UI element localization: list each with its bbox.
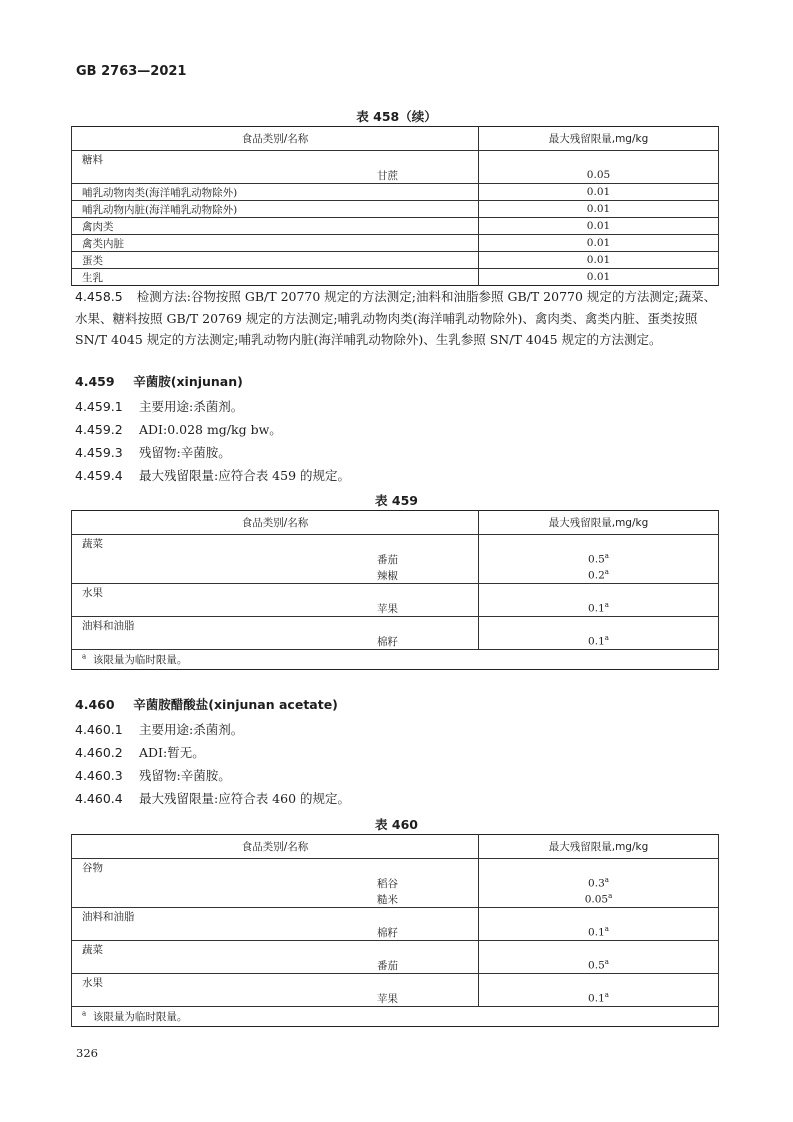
food-cell: 辣椒 (72, 567, 479, 584)
document-header: GB 2763—2021 (76, 64, 187, 79)
footnote-mark: a (604, 601, 609, 610)
value-cell: 0.1$^a$ (479, 990, 719, 1007)
category-cell: 禽肉类 (72, 218, 479, 235)
section-4459-heading: 4.459 辛菌胺(xinjunan) (75, 374, 243, 389)
food-cell: 苹果 (72, 600, 479, 617)
table-row (72, 924, 719, 941)
clause-4460-4: 4.460.4 最大残留限量:应符合表 460 的规定。 (75, 791, 351, 806)
clause-text: 检测方法:谷物按照 GB/T 20770 规定的方法测定;油料和油脂参照 GB/T 20770 规定的方法测定;蔬菜、水果、糖料按照 GB/T 20769 规定的方法测定;哺乳动物肉类(海洋哺乳动物除外)、禽肉类、禽类内脏、蛋类按照 SN/T 4045 规定的方法测定;哺乳动物内脏(海洋哺乳动物除外)、生乳参照 SN/T 4045 规定的方法测定。 (75, 289, 717, 347)
column-header-mrl: 最大残留限量,mg/kg (479, 511, 719, 535)
footnote-mark: a (608, 892, 613, 901)
clause-4459-4: 4.459.4 最大残留限量:应符合表 459 的规定。 (75, 468, 351, 483)
footnote-mark: a (604, 568, 609, 577)
food-cell: 番茄 (72, 957, 479, 974)
page-number: 326 (76, 1046, 98, 1060)
footnote-mark: a (604, 552, 609, 561)
food-cell: 稻谷 (72, 875, 479, 891)
category-cell: 禽类内脏 (72, 235, 479, 252)
footnote-mark: a (604, 991, 609, 1000)
table-row (72, 567, 719, 584)
category-cell: 生乳 (72, 269, 479, 286)
value-cell: 0.01 (479, 201, 719, 218)
table-row (72, 235, 719, 252)
column-header-mrl: 最大残留限量,mg/kg (479, 127, 719, 151)
table-458 (71, 126, 719, 286)
table-footnote: $^a$ 该限量为临时限量。 (72, 650, 719, 670)
table-row (72, 990, 719, 1007)
value-cell: 0.01 (479, 235, 719, 252)
value-cell: 0.05$^a$ (479, 891, 719, 908)
value-cell: 0.3$^a$ (479, 875, 719, 891)
table-row (72, 891, 719, 908)
clause-number: 4.458.5 (75, 289, 123, 304)
value-cell: 0.01 (479, 269, 719, 286)
value-cell: 0.2$^a$ (479, 567, 719, 584)
food-cell: 糙米 (72, 891, 479, 908)
category-cell: 水果 (72, 974, 479, 991)
table-row (72, 600, 719, 617)
section-title: 辛菌胺醋酸盐(xinjunan acetate) (133, 697, 338, 712)
footnote-mark: a (604, 876, 609, 885)
footnote-mark: a (604, 634, 609, 643)
value-cell: 0.1$^a$ (479, 600, 719, 617)
table-row (72, 551, 719, 567)
category-cell: 蔬菜 (72, 941, 479, 958)
clause-4459-1: 4.459.1 主要用途:杀菌剂。 (75, 399, 244, 414)
food-cell: 棉籽 (72, 633, 479, 650)
footnote-mark: a (604, 925, 609, 934)
table-row (72, 252, 719, 269)
category-cell: 水果 (72, 584, 479, 601)
value-cell: 0.01 (479, 252, 719, 269)
value-cell: 0.5$^a$ (479, 551, 719, 567)
table-459-caption: 表 459 (375, 493, 418, 508)
category-cell: 油料和油脂 (72, 908, 479, 925)
table-row (72, 875, 719, 891)
table-row (72, 584, 719, 601)
section-4460-heading: 4.460 辛菌胺醋酸盐(xinjunan acetate) (75, 697, 338, 712)
food-cell: 苹果 (72, 990, 479, 1007)
table-row (72, 957, 719, 974)
table-row (72, 859, 719, 876)
category-cell: 油料和油脂 (72, 617, 479, 634)
table-row (72, 535, 719, 552)
value-cell: 0.1$^a$ (479, 633, 719, 650)
category-cell: 糖料 (72, 151, 479, 168)
food-cell: 甘蔗 (72, 167, 479, 184)
table-row (72, 974, 719, 991)
table-460 (71, 834, 719, 1027)
table-row (72, 151, 719, 168)
table-459 (71, 510, 719, 670)
footnote-mark: a (604, 958, 609, 967)
column-header-food: 食品类别/名称 (72, 127, 479, 151)
table-row (72, 184, 719, 201)
column-header-food: 食品类别/名称 (72, 511, 479, 535)
food-cell: 番茄 (72, 551, 479, 567)
category-cell: 蛋类 (72, 252, 479, 269)
table-458-caption: 表 458（续） (356, 109, 437, 124)
table-row (72, 167, 719, 184)
category-cell: 蔬菜 (72, 535, 479, 552)
paragraph-4458-5 (75, 286, 720, 351)
table-row (72, 269, 719, 286)
value-cell: 0.01 (479, 184, 719, 201)
table-row (72, 633, 719, 650)
clause-4459-3: 4.459.3 残留物:辛菌胺。 (75, 445, 231, 460)
clause-4460-1: 4.460.1 主要用途:杀菌剂。 (75, 722, 244, 737)
value-cell: 0.5$^a$ (479, 957, 719, 974)
column-header-mrl: 最大残留限量,mg/kg (479, 835, 719, 859)
category-cell: 谷物 (72, 859, 479, 876)
table-row (72, 218, 719, 235)
table-row (72, 617, 719, 634)
table-row (72, 941, 719, 958)
food-cell: 棉籽 (72, 924, 479, 941)
table-footnote: $^a$ 该限量为临时限量。 (72, 1007, 719, 1027)
column-header-food: 食品类别/名称 (72, 835, 479, 859)
table-row (72, 908, 719, 925)
clause-4460-3: 4.460.3 残留物:辛菌胺。 (75, 768, 231, 783)
category-cell: 哺乳动物内脏(海洋哺乳动物除外) (72, 201, 479, 218)
value-cell: 0.1$^a$ (479, 924, 719, 941)
value-cell: 0.05 (479, 167, 719, 184)
category-cell: 哺乳动物肉类(海洋哺乳动物除外) (72, 184, 479, 201)
section-title: 辛菌胺(xinjunan) (133, 374, 243, 389)
value-cell: 0.01 (479, 218, 719, 235)
table-460-caption: 表 460 (375, 817, 418, 832)
clause-4460-2: 4.460.2 ADI:暂无。 (75, 745, 205, 760)
table-row (72, 201, 719, 218)
clause-4459-2: 4.459.2 ADI:0.028 mg/kg bw。 (75, 422, 282, 437)
